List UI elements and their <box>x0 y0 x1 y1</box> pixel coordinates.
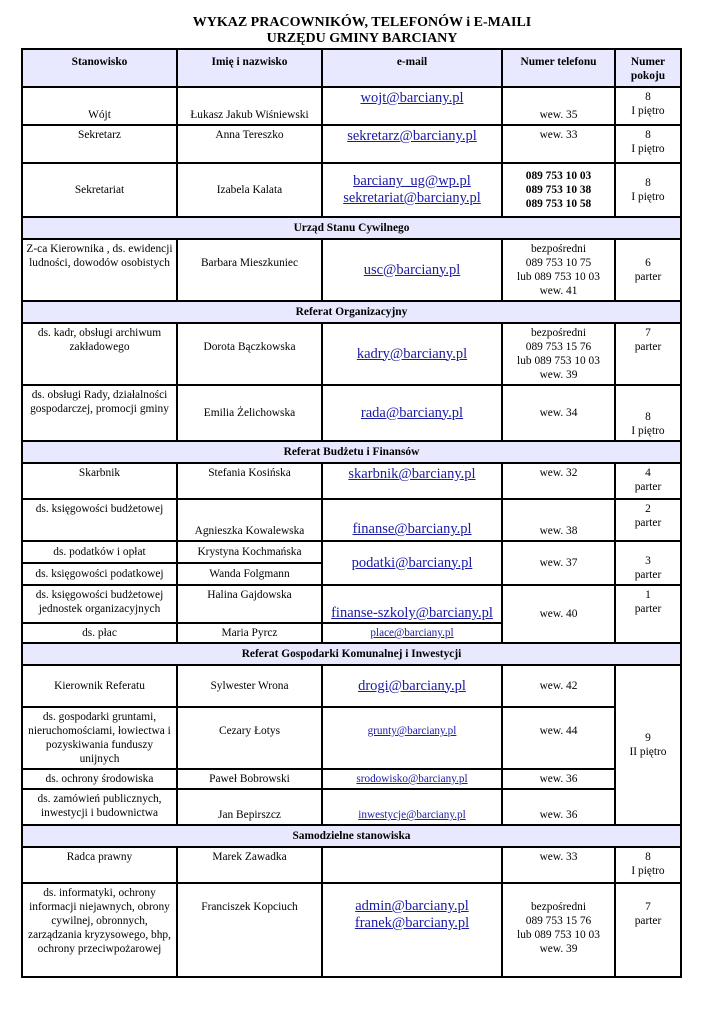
position-cell: Wójt <box>22 87 177 125</box>
table-row <box>22 125 681 163</box>
phone-cell: wew. 34 <box>502 385 615 441</box>
email-link[interactable]: place@barciany.pl <box>370 627 454 639</box>
title-line-1: WYKAZ PRACOWNIKÓW, TELEFONÓW i E-MAILI <box>192 15 532 30</box>
section-row <box>22 643 681 665</box>
title-line-2: URZĘDU GMINY BARCIANY <box>266 31 458 46</box>
room-cell: 6 parter <box>615 239 681 301</box>
room-cell: 7 parter <box>615 323 681 385</box>
position-cell: ds. księgowości budżetowej <box>22 499 177 541</box>
phone-cell: bezpośredni 089 753 10 75 lub 089 753 10 03 wew. 41 <box>502 239 615 301</box>
name-cell: Agnieszka Kowalewska <box>177 499 322 541</box>
email-link[interactable]: grunty@barciany.pl <box>367 725 457 737</box>
email-link[interactable]: podatki@barciany.pl <box>351 554 473 571</box>
document-title <box>0 15 724 47</box>
section-usc: Urząd Stanu Cywilnego <box>22 217 681 239</box>
section-row <box>22 217 681 239</box>
position-cell: ds. gospodarki gruntami, nieruchomościami, łowiectwa i pozyskiwania funduszy unijnych <box>22 707 177 769</box>
position-cell: ds. obsługi Rady, działalności gospodarczej, promocji gminy <box>22 385 177 441</box>
name-cell: Izabela Kalata <box>177 163 322 217</box>
table-row <box>22 163 681 217</box>
position-cell: Skarbnik <box>22 463 177 499</box>
position-cell: Radca prawny <box>22 847 177 883</box>
phone-cell: wew. 32 <box>502 463 615 499</box>
position-cell: ds. kadr, obsługi archiwum zakładowego <box>22 323 177 385</box>
name-cell: Jan Bepirszcz <box>177 789 322 825</box>
phone-cell: wew. 44 <box>502 707 615 769</box>
email-link[interactable]: rada@barciany.pl <box>360 404 464 421</box>
room-cell: 4 parter <box>615 463 681 499</box>
position-cell: ds. księgowości budżetowej jednostek organizacyjnych <box>22 585 177 623</box>
name-cell: Stefania Kosińska <box>177 463 322 499</box>
phone-cell: wew. 37 <box>502 541 615 585</box>
section-row <box>22 441 681 463</box>
name-cell: Sylwester Wrona <box>177 665 322 707</box>
phone-cell: wew. 42 <box>502 665 615 707</box>
email-link[interactable]: skarbnik@barciany.pl <box>348 466 476 482</box>
email-link[interactable]: barciany_ug@wp.pl <box>353 173 471 189</box>
table-row <box>22 883 681 977</box>
section-row <box>22 301 681 323</box>
name-cell: Dorota Bączkowska <box>177 323 322 385</box>
name-cell: Anna Tereszko <box>177 125 322 163</box>
email-link[interactable]: srodowisko@barciany.pl <box>356 773 468 785</box>
header-row <box>22 49 681 87</box>
table-row <box>22 665 681 707</box>
position-cell: ds. zamówień publicznych, inwestycji i budownictwa <box>22 789 177 825</box>
phone-cell: 089 753 10 03 089 753 10 38 089 753 10 58 <box>502 163 615 217</box>
email-link[interactable]: drogi@barciany.pl <box>358 677 466 694</box>
name-cell: Emilia Żelichowska <box>177 385 322 441</box>
room-cell: 8 I piętro <box>615 125 681 163</box>
phone-cell: wew. 35 <box>502 87 615 125</box>
header-phone: Numer telefonu <box>502 49 615 87</box>
phone-cell: wew. 40 <box>502 585 615 643</box>
table-row <box>22 769 681 789</box>
position-cell: ds. płac <box>22 623 177 643</box>
room-cell: 8 I piętro <box>615 87 681 125</box>
name-cell: Marek Zawadka <box>177 847 322 883</box>
room-cell: 1 parter <box>615 585 681 643</box>
section-gk: Referat Gospodarki Komunalnej i Inwestycji <box>22 643 681 665</box>
name-cell: Wanda Folgmann <box>177 563 322 585</box>
name-cell: Cezary Łotys <box>177 707 322 769</box>
name-cell: Paweł Bobrowski <box>177 769 322 789</box>
position-cell: Sekretarz <box>22 125 177 163</box>
table-row <box>22 585 681 623</box>
position-cell: Z-ca Kierownika , ds. ewidencji ludności, dowodów osobistych <box>22 239 177 301</box>
email-link[interactable]: inwestycje@barciany.pl <box>358 809 466 821</box>
phone-cell: wew. 33 <box>502 847 615 883</box>
name-cell: Łukasz Jakub Wiśniewski <box>177 87 322 125</box>
header-email: e-mail <box>322 49 502 87</box>
table-row <box>22 463 681 499</box>
section-org: Referat Organizacyjny <box>22 301 681 323</box>
room-cell: 8 I piętro <box>615 847 681 883</box>
email-cell-empty <box>322 847 502 883</box>
section-sam: Samodzielne stanowiska <box>22 825 681 847</box>
phone-cell: bezpośredni 089 753 15 76 lub 089 753 10 03 wew. 39 <box>502 883 615 977</box>
email-link[interactable]: finanse@barciany.pl <box>352 521 472 537</box>
email-link[interactable]: wojt@barciany.pl <box>360 90 464 106</box>
email-link[interactable]: usc@barciany.pl <box>363 261 461 278</box>
email-link[interactable]: sekretariat@barciany.pl <box>343 190 481 206</box>
table-row <box>22 847 681 883</box>
position-cell: ds. podatków i opłat <box>22 541 177 563</box>
table-row <box>22 541 681 563</box>
section-fin: Referat Budżetu i Finansów <box>22 441 681 463</box>
phone-cell: wew. 38 <box>502 499 615 541</box>
table-row <box>22 789 681 825</box>
position-cell: Sekretariat <box>22 163 177 217</box>
table-row <box>22 323 681 385</box>
table-row <box>22 87 681 125</box>
table-row <box>22 499 681 541</box>
header-name: Imię i nazwisko <box>177 49 322 87</box>
room-cell: 7 parter <box>615 883 681 977</box>
phone-cell: bezpośredni 089 753 15 76 lub 089 753 10 03 wew. 39 <box>502 323 615 385</box>
room-cell: 8 I piętro <box>615 385 681 441</box>
room-cell: 9 II piętro <box>615 665 681 825</box>
email-link[interactable]: franek@barciany.pl <box>354 915 470 931</box>
position-cell: ds. informatyki, ochrony informacji niejawnych, obrony cywilnej, obronnych, zarządzania kryzysowego, bhp, ochrony przeciwpożarowej <box>22 883 177 977</box>
email-link[interactable]: sekretarz@barciany.pl <box>347 128 477 144</box>
name-cell: Barbara Mieszkuniec <box>177 239 322 301</box>
position-cell: ds. księgowości podatkowej <box>22 563 177 585</box>
room-cell: 8 I piętro <box>615 163 681 217</box>
room-cell: 2 parter <box>615 499 681 541</box>
email-link[interactable]: kadry@barciany.pl <box>356 345 468 362</box>
phone-cell: wew. 36 <box>502 769 615 789</box>
header-room: Numer pokoju <box>615 49 681 87</box>
position-cell: ds. ochrony środowiska <box>22 769 177 789</box>
phone-cell: wew. 33 <box>502 125 615 163</box>
section-row <box>22 825 681 847</box>
name-cell: Krystyna Kochmańska <box>177 541 322 563</box>
table-row <box>22 385 681 441</box>
table-row <box>22 707 681 769</box>
header-position: Stanowisko <box>22 49 177 87</box>
name-cell: Halina Gajdowska <box>177 585 322 623</box>
email-link[interactable]: finanse-szkoly@barciany.pl <box>331 605 493 621</box>
table-row <box>22 239 681 301</box>
position-cell: Kierownik Referatu <box>22 665 177 707</box>
name-cell: Franciszek Kopciuch <box>177 883 322 977</box>
phone-cell: wew. 36 <box>502 789 615 825</box>
room-cell: 3 parter <box>615 541 681 585</box>
name-cell: Maria Pyrcz <box>177 623 322 643</box>
staff-table <box>21 48 682 978</box>
email-link[interactable]: admin@barciany.pl <box>355 898 469 914</box>
